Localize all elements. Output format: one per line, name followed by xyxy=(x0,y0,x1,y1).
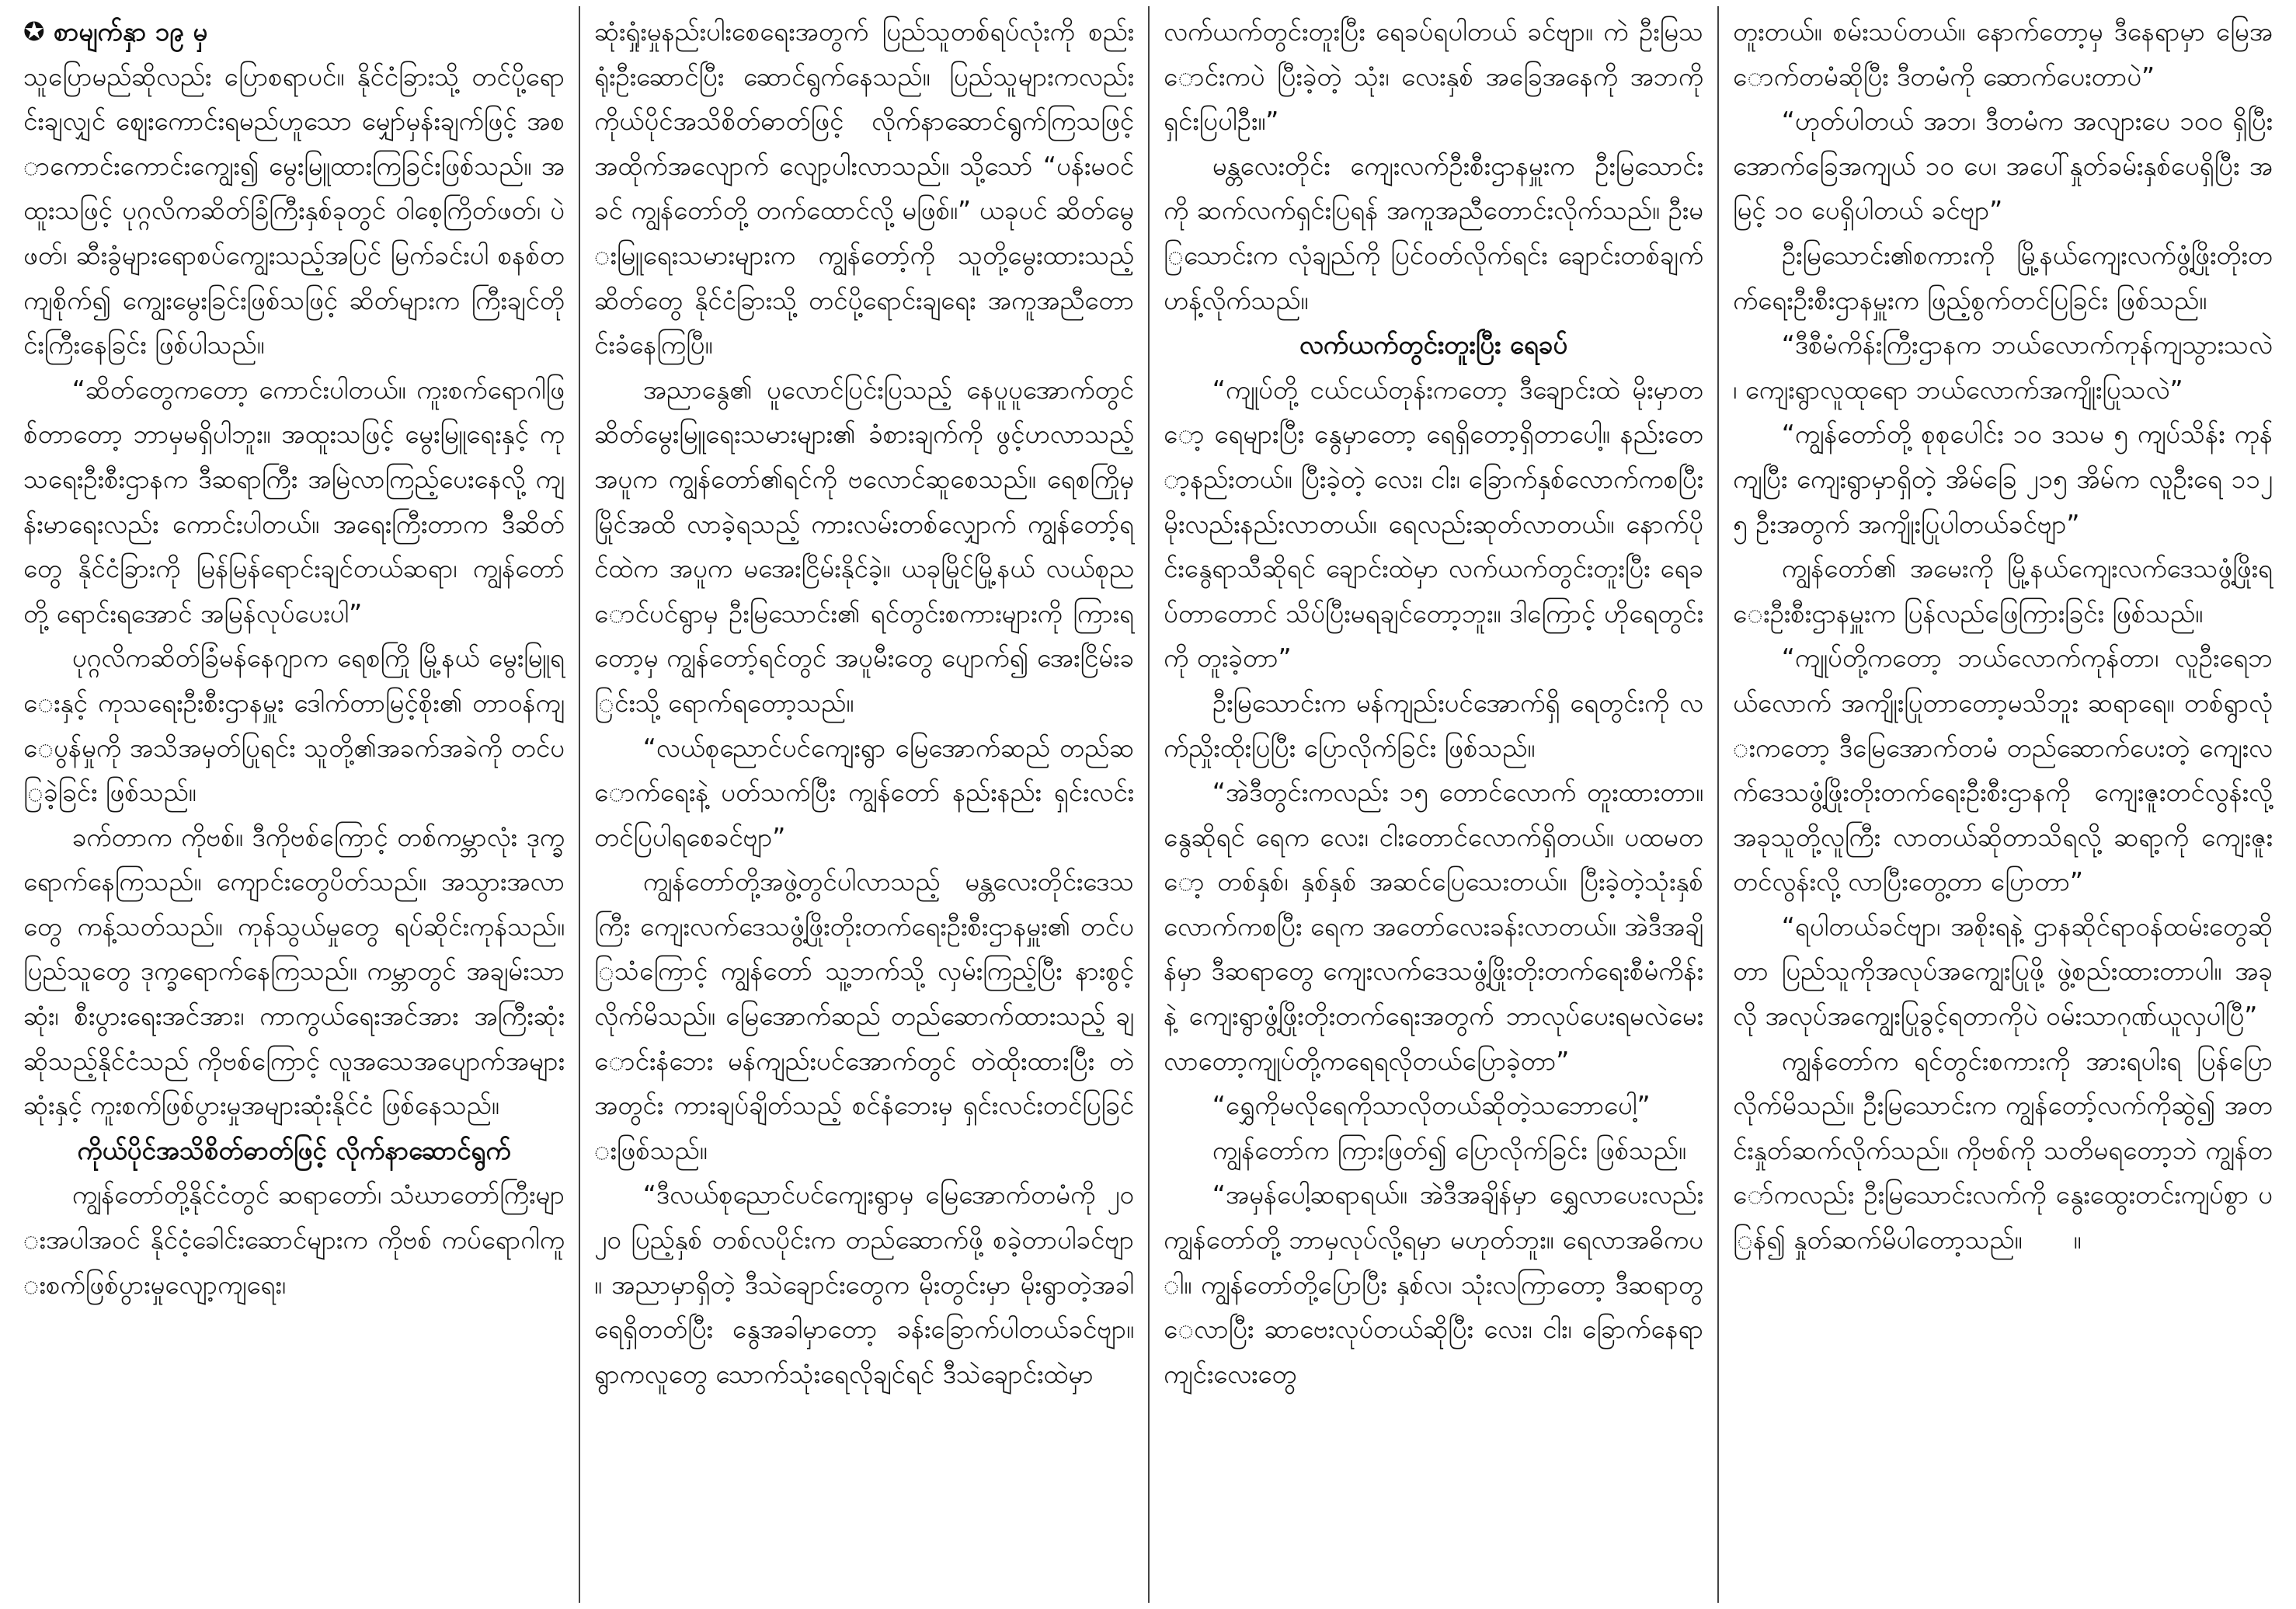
continued-from-page: ✪ စာမျက်နှာ ၁၉ မှ xyxy=(23,16,208,47)
paragraph-final-text: ကျွန်တော်က ရင်တွင်းစကားကို အားရပါးရ ပြန်ပြောလိုက်မိသည်။ ဦးမြသောင်းက ကျွန်တော့်လက်ကိုဆွဲ၍ အတင်းနှုတ်ဆက်လိုက်သည်။ ကိုဗစ်ကို သတိမရတော့ဘဲ ကျွန်တော်ကလည်း ဦးမြသောင်းလက်ကို နွေးထွေးတင်းကျပ်စွာ ပြန်၍ နှုတ်ဆက်မိပါတော့သည်။ xyxy=(1733,1045,2273,1256)
paragraph: ဦးမြသောင်းက မန်ကျည်းပင်အောက်ရှိ ရေတွင်းကို လက်ညှိုးထိုးပြပြီး ပြောလိုက်ခြင်း ဖြစ်သည်။ xyxy=(1164,687,1703,763)
column-2 xyxy=(579,6,1148,1603)
paragraph: “အဲဒီတွင်းကလည်း ၁၅ တောင်လောက် တူးထားတာ။ နွေဆိုရင် ရေက လေး၊ ငါးတောင်လောက်ရှိတယ်။ ပထမတော့ တစ်နှစ်၊ နှစ်နှစ် အဆင်ပြေသေးတယ်။ ပြီးခဲ့တဲ့သုံးနှစ်လောက်ကစပြီး ရေက အတော်လေးခန်းလာတယ်။ အဲဒီအချိန်မှာ ဒီဆရာတွေ ကျေးလက်ဒေသဖွံ့ဖြိုးတိုးတက်ရေးစီမံကိန်းနဲ့ ကျေးရွာဖွံ့ဖြိုးတိုးတက်ရေးအတွက် ဘာလုပ်ပေးရမလဲမေးလာတော့ကျုပ်တို့ကရေရလိုတယ်ပြောခဲ့တာ” xyxy=(1164,777,1703,1076)
paragraph: အညာနွေ၏ ပူလောင်ပြင်းပြသည့် နေပူပူအောက်တွင် ဆိတ်မွေးမြူရေးသမားများ၏ ခံစားချက်ကို ဖွင့်ဟလာသည့်အပူက ကျွန်တော်၏ရင်ကို ဗလောင်ဆူစေသည်။ ရေစကြိုမှ မြိုင်အထိ လာခဲ့ရသည့် ကားလမ်းတစ်လျှောက် ကျွန်တော့်ရင်ထဲက အပူက မအေးငြိမ်းနိုင်ခဲ့။ ယခုမြိုင်မြို့နယ် လယ်စုညောင်ပင်ရွာမှ ဦးမြသောင်း၏ ရင်တွင်းစကားများကို ကြားရတော့မှ ကျွန်တော့်ရင်တွင် အပူမီးတွေ ပျောက်၍ အေးငြိမ်းခြင်းသို့ ရောက်ရတော့သည်။ xyxy=(594,374,1134,718)
continued-note xyxy=(23,9,565,54)
paragraph: “ဒီစီမံကိန်းကြီးဌာနက ဘယ်လောက်ကုန်ကျသွားသလဲ၊ ကျေးရွာလူထုရော ဘယ်လောက်အကျိုးပြုသလဲ” xyxy=(1733,329,2273,405)
article-page xyxy=(9,6,2287,1603)
end-mark: ။ xyxy=(2073,1224,2082,1256)
paragraph: “ဆိတ်တွေကတော့ ကောင်းပါတယ်။ ကူးစက်ရောဂါဖြစ်တာတော့ ဘာမှမရှိပါဘူး။ အထူးသဖြင့် မွေးမြူရေးနှင့် ကုသရေးဦးစီးဌာနက ဒီဆရာကြီး အမြဲလာကြည့်ပေးနေလို့ ကျန်းမာရေးလည်း ကောင်းပါတယ်။ အရေးကြီးတာက ဒီဆိတ်တွေ နိုင်ငံခြားကို မြန်မြန်ရောင်းချင်တယ်ဆရာ၊ ကျွန်တော်တို့ ရောင်းရအောင် အမြန်လုပ်ပေးပါ” xyxy=(23,374,565,629)
paragraph: မန္တလေးတိုင်း ကျေးလက်ဦးစီးဌာနမှူးက ဦးမြသောင်းကို ဆက်လက်ရှင်းပြရန် အကူအညီတောင်းလိုက်သည်။ ဦးမြသောင်းက လုံချည်ကို ပြင်ဝတ်လိုက်ရင်း ချောင်းတစ်ချက်ဟန့်လိုက်သည်။ xyxy=(1164,150,1703,315)
paragraph: “လယ်စုညောင်ပင်ကျေးရွာ မြေအောက်ဆည် တည်ဆောက်ရေးနဲ့ ပတ်သက်ပြီး ကျွန်တော် နည်းနည်း ရှင်းလင်းတင်ပြပါရစေခင်ဗျာ” xyxy=(594,732,1134,852)
paragraph: ဦးမြသောင်း၏စကားကို မြို့နယ်ကျေးလက်ဖွံ့ဖြိုးတိုးတက်ရေးဦးစီးဌာနမှူးက ဖြည့်စွက်တင်ပြခြင်း ဖြစ်သည်။ xyxy=(1733,239,2273,315)
subheading: လက်ယက်တွင်းတူးပြီး ရေခပ် xyxy=(1299,329,1568,360)
paragraph: ပုဂ္ဂလိကဆိတ်ခြံမန်နေဂျာက ရေစကြို မြို့နယ် မွေးမြူရေးနှင့် ကုသရေးဦးစီးဌာနမှူး ဒေါက်တာမြင့်စိုး၏ တာဝန်ကျေပွန်မှုကို အသိအမှတ်ပြုရင်း သူတို့၏အခက်အခဲကို တင်ပြခဲ့ခြင်း ဖြစ်သည်။ xyxy=(23,643,565,808)
paragraph: “ကျွန်တော်တို့ စုစုပေါင်း ၁၀ ဒသမ ၅ ကျပ်သိန်း ကုန်ကျပြီး ကျေးရွာမှာရှိတဲ့ အိမ်ခြေ ၂၁၅ အိမ်က လူဦးရေ ၁၁၂၅ ဦးအတွက် အကျိုးပြုပါတယ်ခင်ဗျာ” xyxy=(1733,419,2273,539)
paragraph: ကျွန်တော်တို့အဖွဲ့တွင်ပါလာသည့် မန္တလေးတိုင်းဒေသကြီး ကျေးလက်ဒေသဖွံ့ဖြိုးတိုးတက်ရေးဦးစီးဌာနမှူး၏ တင်ပြသံကြောင့် ကျွန်တော် သူ့ဘက်သို့ လှမ်းကြည့်ပြီး နားစွင့်လိုက်မိသည်။ မြေအောက်ဆည် တည်ဆောက်ထားသည့် ချောင်းနံဘေး မန်ကျည်းပင်အောက်တွင် တဲထိုးထားပြီး တဲအတွင်း ကားချပ်ချိတ်သည့် စင်နံဘေးမှ ရှင်းလင်းတင်ပြခြင်းဖြစ်သည်။ xyxy=(594,866,1134,1165)
paragraph: ခက်တာက ကိုဗစ်။ ဒီကိုဗစ်ကြောင့် တစ်ကမ္ဘာလုံး ဒုက္ခရောက်နေကြသည်။ ကျောင်းတွေပိတ်သည်။ အသွားအလာတွေ ကန့်သတ်သည်။ ကုန်သွယ်မှုတွေ ရပ်ဆိုင်းကုန်သည်။ ပြည်သူတွေ ဒုက္ခရောက်နေကြသည်။ ကမ္ဘာတွင် အချမ်းသာဆုံး၊ စီးပွားရေးအင်အား၊ ကာကွယ်ရေးအင်အား အကြီးဆုံးဆိုသည့်နိုင်ငံသည် ကိုဗစ်ကြောင့် လူအသေအပျောက်အများဆုံးနှင့် ကူးစက်ဖြစ်ပွားမှုအများဆုံးနိုင်ငံ ဖြစ်နေသည်။ xyxy=(23,821,565,1121)
column-4 xyxy=(1717,6,2287,1603)
paragraph: ဆုံးရှုံးမှုနည်းပါးစေရေးအတွက် ပြည်သူတစ်ရပ်လုံးကို စည်းရုံးဦးဆောင်ပြီး ဆောင်ရွက်နေသည်။ ပြည်သူများကလည်း ကိုယ်ပိုင်အသိစိတ်ဓာတ်ဖြင့် လိုက်နာဆောင်ရွက်ကြသဖြင့် အထိုက်အလျောက် လျော့ပါးလာသည်။ သို့သော် “ပန်းမဝင်ခင် ကျွန်တော်တို့ တက်ထောင်လို့ မဖြစ်။” ယခုပင် ဆိတ်မွေးမြူရေးသမားများက ကျွန်တော့်ကို သူတို့မွေးထားသည့် ဆိတ်တွေ နိုင်ငံခြားသို့ တင်ပို့ရောင်းချရေး အကူအညီတောင်းခံနေကြပြီ။ xyxy=(594,16,1134,360)
paragraph: ကျွန်တော်က ကြားဖြတ်၍ ပြောလိုက်ခြင်း ဖြစ်သည်။ xyxy=(1212,1134,1686,1165)
column-1 xyxy=(9,6,579,1603)
paragraph: သူပြောမည်ဆိုလည်း ပြောစရာပင်။ နိုင်ငံခြားသို့ တင်ပို့ရောင်းချလျှင် ဈေးကောင်းရမည်ဟူသော မျှော်မှန်းချက်ဖြင့် အစာကောင်းကောင်းကျွေး၍ မွေးမြူထားကြခြင်းဖြစ်သည်။ အထူးသဖြင့် ပုဂ္ဂလိကဆိတ်ခြံကြီးနှစ်ခုတွင် ဝါစေ့ကြိတ်ဖတ်၊ ပဲဖတ်၊ ဆီးခွံများရောစပ်ကျွေးသည့်အပြင် မြက်ခင်းပါ စနစ်တကျစိုက်၍ ကျွေးမွေးခြင်းဖြစ်သဖြင့် ဆိတ်များက ကြီးချင်တိုင်းကြီးနေခြင်း ဖြစ်ပါသည်။ xyxy=(23,61,565,360)
paragraph: “အမှန်ပေါ့ဆရာရယ်။ အဲဒီအချိန်မှာ ရွှေလာပေးလည်း ကျွန်တော်တို့ ဘာမှလုပ်လို့ရမှာ မဟုတ်ဘူး။ ရေလာအဓိကပါ။ ကျွန်တော်တို့ပြောပြီး နှစ်လ၊ သုံးလကြာတော့ ဒီဆရာတွေလာပြီး ဆာဗေးလုပ်တယ်ဆိုပြီး လေး၊ ငါး၊ ခြောက်နေရာ ကျင်းလေးတွေ xyxy=(1164,1179,1703,1389)
paragraph: “ဟုတ်ပါတယ် အဘ၊ ဒီတမံက အလျားပေ ၁၀၀ ရှိပြီး အောက်ခြေအကျယ် ၁၀ ပေ၊ အပေါ်နှုတ်ခမ်းနှစ်ပေရှိပြီး အမြင့် ၁၀ ပေရှိပါတယ် ခင်ဗျာ” xyxy=(1733,106,2273,226)
paragraph: “ရပါတယ်ခင်ဗျာ၊ အစိုးရနဲ့ ဌာနဆိုင်ရာဝန်ထမ်းတွေဆိုတာ ပြည်သူကိုအလုပ်အကျွေးပြုဖို့ ဖွဲ့စည်းထားတာပါ။ အခုလို အလုပ်အကျွေးပြုခွင့်ရတာကိုပဲ ဝမ်းသာဂုဏ်ယူလှပါပြီ” xyxy=(1733,911,2273,1032)
paragraph: “ဒီလယ်စုညောင်ပင်ကျေးရွာမှ မြေအောက်တမံကို ၂၀၂၀ ပြည့်နှစ် တစ်လပိုင်းက တည်ဆောက်ဖို့ စခဲ့တာပါခင်ဗျာ။ အညာမှာရှိတဲ့ ဒီသဲချောင်းတွေက မိုးတွင်းမှာ မိုးရွာတဲ့အခါ ရေရှိတတ်ပြီး နွေအခါမှာတော့ ခန်းခြောက်ပါတယ်ခင်ဗျာ။ ရွာကလူတွေ သောက်သုံးရေလိုချင်ရင် ဒီသဲချောင်းထဲမှာ xyxy=(594,1179,1134,1389)
subheading: ကိုယ်ပိုင်အသိစိတ်ဓာတ်ဖြင့် လိုက်နာဆောင်ရွက် xyxy=(77,1134,511,1165)
paragraph: ကျွန်တော်၏ အမေးကို မြို့နယ်ကျေးလက်ဒေသဖွံ့ဖြိုးရေးဦးစီးဌာနမှူးက ပြန်လည်ဖြေကြားခြင်း ဖြစ်သည်။ xyxy=(1733,553,2273,629)
paragraph: “ကျုပ်တို့ ငယ်ငယ်တုန်းကတော့ ဒီချောင်းထဲ မိုးမှာတော့ ရေများပြီး နွေမှာတော့ ရေရှိတော့ရှိတာပေါ့။ နည်းတော့နည်းတယ်။ ပြီးခဲ့တဲ့ လေး၊ ငါး၊ ခြောက်နှစ်လောက်ကစပြီး မိုးလည်းနည်းလာတယ်။ ရေလည်းဆုတ်လာတယ်။ နောက်ပိုင်းနွေရာသီဆိုရင် ချောင်းထဲမှာ လက်ယက်တွင်းတူးပြီး ရေခပ်တာတောင် သိပ်ပြီးမရချင်တော့ဘူး။ ဒါကြောင့် ဟိုရေတွင်းကို တူးခဲ့တာ” xyxy=(1164,374,1703,674)
paragraph: ကျွန်တော်တို့နိုင်ငံတွင် ဆရာတော်၊ သံဃာတော်ကြီးများအပါအဝင် နိုင်ငံ့ခေါင်းဆောင်များက ကိုဗစ် ကပ်ရောဂါကူးစက်ဖြစ်ပွားမှုလျော့ကျရေး၊ xyxy=(23,1179,565,1300)
paragraph: “ရွှေကိုမလိုရေကိုသာလိုတယ်ဆိုတဲ့သဘောပေါ့” xyxy=(1212,1090,1651,1121)
paragraph: တူးတယ်။ စမ်းသပ်တယ်။ နောက်တော့မှ ဒီနေရာမှာ မြေအောက်တမံဆိုပြီး ဒီတမံကို ဆောက်ပေးတာပဲ” xyxy=(1733,16,2273,92)
paragraph-final xyxy=(1733,1039,2273,1262)
column-3 xyxy=(1148,6,1717,1603)
paragraph: လက်ယက်တွင်းတူးပြီး ရေခပ်ရပါတယ် ခင်ဗျာ။ ကဲ ဦးမြသောင်းကပဲ ပြီးခဲ့တဲ့ သုံး၊ လေးနှစ် အခြေအနေကို အဘကို ရှင်းပြပါဦး။” xyxy=(1164,16,1703,137)
paragraph: “ကျုပ်တို့ကတော့ ဘယ်လောက်ကုန်တာ၊ လူဦးရေဘယ်လောက် အကျိုးပြုတာတော့မသိဘူး ဆရာရေ။ တစ်ရွာလုံးကတော့ ဒီမြေအောက်တမံ တည်ဆောက်ပေးတဲ့ ကျေးလက်ဒေသဖွံ့ဖြိုးတိုးတက်ရေးဦးစီးဌာနကို ကျေးဇူးတင်လွန်းလို့ အခုသူတို့လူကြီး လာတယ်ဆိုတာသိရလို့ ဆရာ့ကို ကျေးဇူးတင်လွန်းလို့ လာပြီးတွေ့တာ ပြောတာ” xyxy=(1733,643,2273,897)
